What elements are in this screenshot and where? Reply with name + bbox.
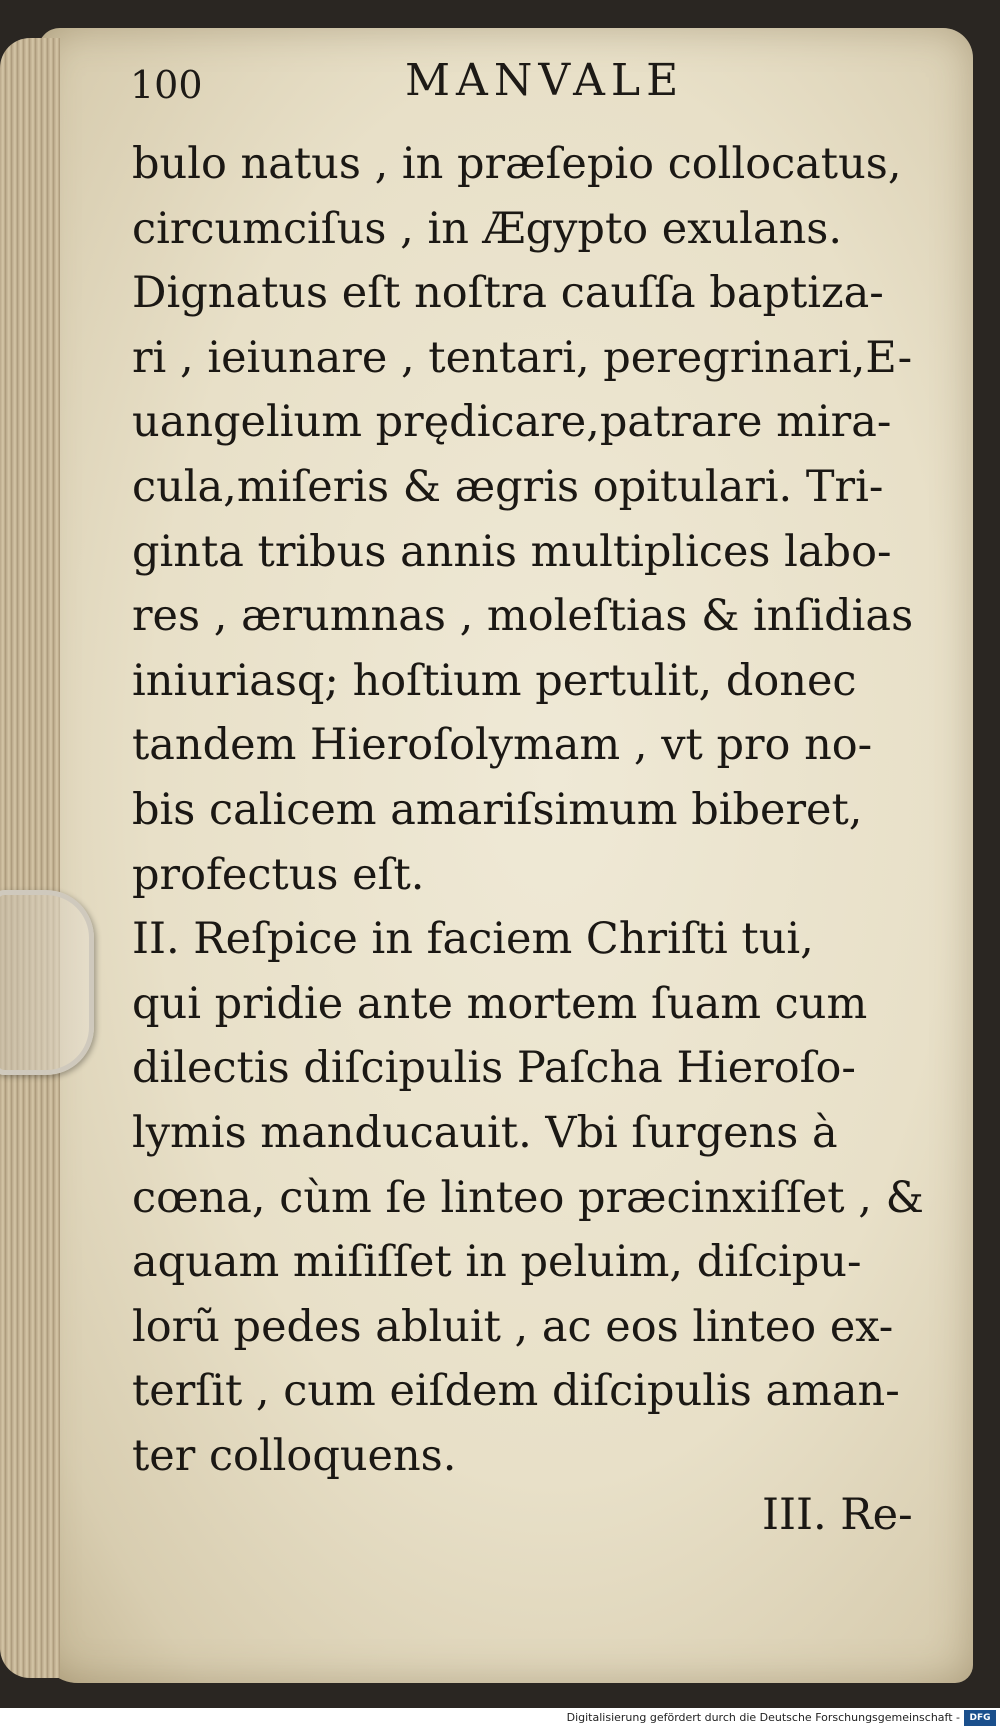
text-line: terſit , cum eiſdem diſcipulis aman- — [132, 1366, 900, 1417]
text-line: qui pridie ante mortem ſuam cum — [132, 978, 868, 1029]
text-line: ri , ieiunare , tentari, peregrinari,E- — [132, 332, 913, 383]
text-line: res , ærumnas , moleſtias & inſidias — [132, 591, 914, 642]
text-line: II. Reſpice in faciem Chriſti tui, — [132, 914, 814, 965]
text-line: cula,miſeris & ægris opitulari. Tri- — [132, 461, 884, 512]
text-line: dilectis diſcipulis Paſcha Hieroſo- — [132, 1043, 856, 1094]
text-line: lorũ pedes abluit , ac eos linteo ex- — [132, 1301, 894, 1352]
text-line: bulo natus , in præſepio collocatus, — [132, 139, 902, 189]
running-title: MANVALE — [405, 55, 685, 106]
text-line: tandem Hieroſolymam , vt pro no- — [132, 720, 873, 771]
text-line: cœna, cùm ſe linteo præcinxiſſet , & — [132, 1172, 924, 1223]
text-line: ginta tribus annis multiplices labo- — [132, 526, 892, 577]
dfg-logo: DFG — [964, 1710, 996, 1726]
text-line: Dignatus eſt noſtra cauſſa baptiza- — [132, 268, 884, 319]
text-line: iniuriasq; hoſtium pertulit, donec — [132, 655, 857, 706]
text-line: lymis manducauit. Vbi ſurgens à — [132, 1107, 838, 1158]
text-line: aquam miſiſſet in peluim, diſcipu- — [132, 1237, 862, 1288]
page-header — [130, 55, 910, 115]
text-line: ter colloquens. — [132, 1430, 457, 1481]
catchword: III. Re- — [762, 1490, 913, 1540]
text-line: uangelium prędicare,patrare mira- — [132, 397, 892, 448]
text-line: profectus eſt. — [132, 849, 425, 900]
body-text — [132, 132, 982, 1488]
page-number: 100 — [130, 63, 203, 107]
text-line: bis calicem amariſsimum biberet, — [132, 784, 863, 835]
text-line: circumciſus , in Ægypto exulans. — [132, 203, 843, 254]
digitization-footer — [0, 1708, 1000, 1729]
book-clasp — [0, 890, 94, 1075]
page-edges — [0, 38, 60, 1678]
funding-credit: Digitalisierung gefördert durch die Deutsche Forschungsgemeinschaft - — [566, 1711, 960, 1724]
